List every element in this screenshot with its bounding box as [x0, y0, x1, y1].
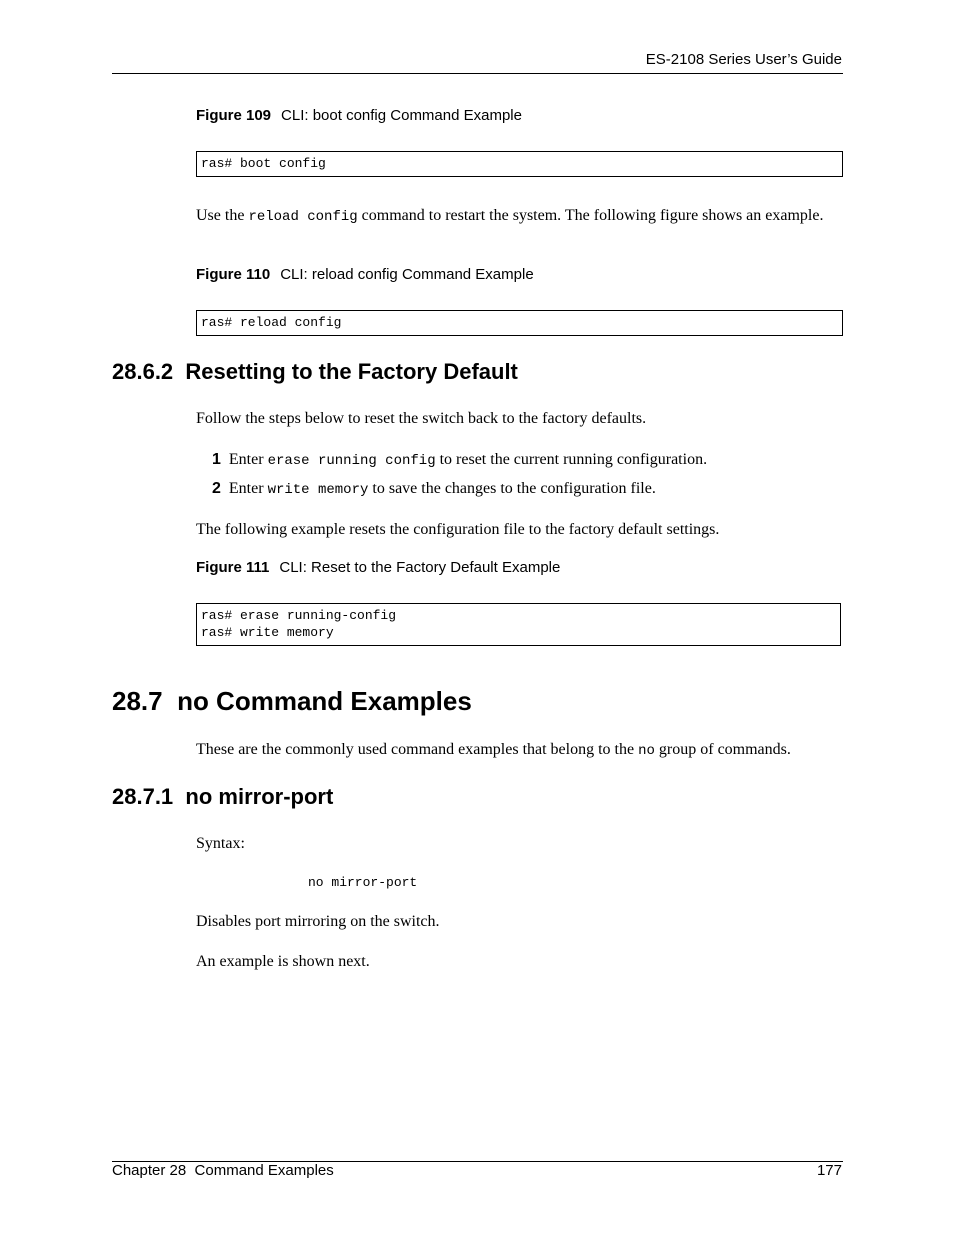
text: Use the — [196, 207, 249, 224]
text: These are the commonly used command examples that belong to the — [196, 741, 639, 758]
section-number: 28.6.2 — [112, 359, 174, 384]
text: Enter — [228, 480, 268, 497]
section-title: no mirror-port — [185, 784, 334, 809]
inline-code: reload config — [248, 209, 358, 225]
section-number: 28.7.1 — [112, 784, 174, 809]
step-number: 2 — [212, 480, 221, 497]
example-paragraph: An example is shown next. — [196, 953, 370, 970]
list-item — [212, 449, 707, 472]
inline-code: write memory — [267, 482, 369, 498]
header-divider — [112, 73, 843, 74]
section-heading-28-7 — [112, 686, 472, 717]
figure-label: Figure 109 — [196, 107, 272, 124]
text: command to restart the system. The following figure shows an example. — [357, 207, 824, 224]
figure-title: CLI: reload config Command Example — [280, 266, 534, 283]
page-number: 177 — [816, 1162, 842, 1179]
no-intro-paragraph — [196, 739, 846, 762]
inline-code: erase running config — [267, 453, 436, 469]
code-box-factory-reset — [196, 603, 841, 646]
inline-code: no — [638, 743, 655, 759]
section-number: 28.7 — [112, 686, 163, 716]
reload-paragraph — [196, 205, 846, 228]
text: group of commands. — [654, 741, 791, 758]
code-line: ras# write memory — [201, 625, 334, 640]
code-box-reload-config: ras# reload config — [196, 310, 843, 336]
figure-109-caption — [196, 107, 522, 124]
code-line: ras# erase running-config — [201, 608, 397, 623]
section-heading-28-6-2 — [112, 359, 518, 385]
figure-label: Figure 110 — [196, 266, 271, 283]
figure-label: Figure 111 — [196, 559, 270, 576]
syntax-code: no mirror-port — [308, 875, 418, 890]
figure-title: CLI: boot config Command Example — [281, 107, 522, 124]
section-heading-28-7-1 — [112, 784, 333, 810]
code-box-boot-config: ras# boot config — [196, 151, 843, 177]
section-title: Resetting to the Factory Default — [185, 359, 518, 384]
reset-intro-paragraph: Follow the steps below to reset the switch back to the factory defaults. — [196, 410, 647, 427]
figure-111-caption — [196, 559, 560, 576]
text: to reset the current running configuration. — [435, 451, 708, 468]
figure-110-caption — [196, 266, 534, 283]
figure-title: CLI: Reset to the Factory Default Example — [279, 559, 561, 576]
header-title: ES-2108 Series User’s Guide — [645, 51, 842, 68]
list-item — [212, 478, 656, 501]
text: to save the changes to the configuration file. — [368, 480, 656, 497]
syntax-label: Syntax: — [196, 835, 245, 852]
step-number: 1 — [212, 451, 221, 468]
text: Enter — [228, 451, 268, 468]
disables-paragraph: Disables port mirroring on the switch. — [196, 913, 440, 930]
reset-example-paragraph: The following example resets the configuration file to the factory default settings. — [196, 521, 720, 538]
section-title: no Command Examples — [177, 686, 472, 716]
footer-chapter: Chapter 28 Command Examples — [112, 1162, 334, 1179]
